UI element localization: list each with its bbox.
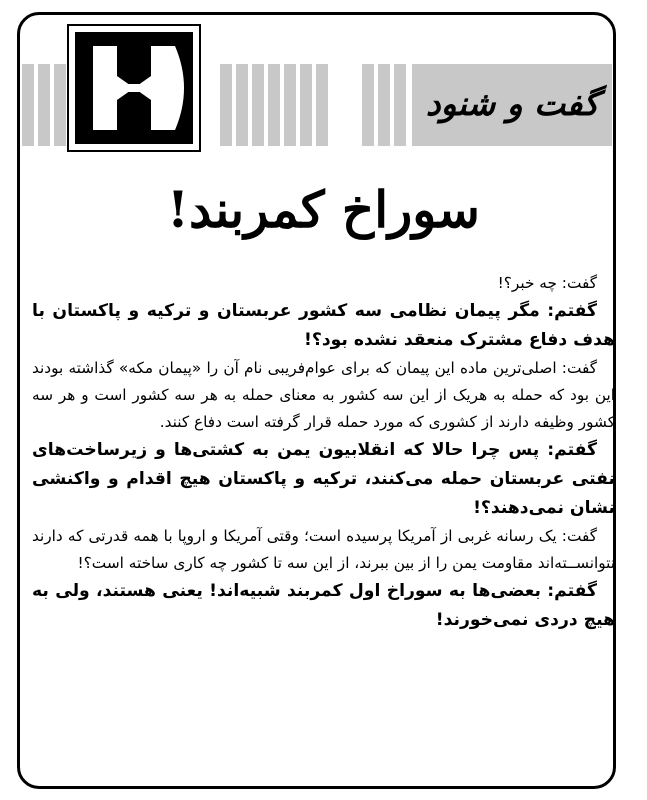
paragraph-question: گفتم: مگر پیمان نظامی سه کشور عربستان و ترکیه و پاکستان با هدف دفاع مشترک منعقد نشده بود؟! [32,301,615,350]
column-title: گفت و شنود [425,84,599,123]
newspaper-logo-icon [67,24,201,152]
paragraph-question: گفتم: پس چرا حالا که انقلابیون یمن به کشتی‌ها و زیرساخت‌های نفتی عربستان حمله می‌کنند، ترکیه و پاکستان هیچ اقدام و واکنشی نشان نمی‌دهند؟! [32,440,615,518]
paragraph-answer: گفت: اصلی‌ترین ماده این پیمان که برای عوام‌فریبی نام آن را «پیمان مکه» گذاشته بودند این بود که حمله به هریک از این سه کشور به معنای حمله به هر سه کشور است و هر سه کشور وظیفه دارند از کشوری که مورد حمله قرار گرفته است دفاع کنند. [32,359,615,431]
article-headline: سوراخ کمربند! [167,180,480,239]
paragraph-answer: گفت: یک رسانه غربی از آمریکا پرسیده است؛ وقتی آمریکا و اروپا با همه قدرتی که دارند نتوانســته‌اند مقاومت یمن را از بین ببرند، از این سه تا کشور چه کاری ساخته است؟! [32,527,615,572]
paragraph-question: گفتم: بعضی‌ها به سوراخ اول کمربند شبیه‌اند! یعنی هستند، ولی به هیچ دردی نمی‌خورند! [32,581,615,630]
paragraph-answer: گفت: چه خبر؟! [497,274,597,292]
article-body [32,270,615,635]
